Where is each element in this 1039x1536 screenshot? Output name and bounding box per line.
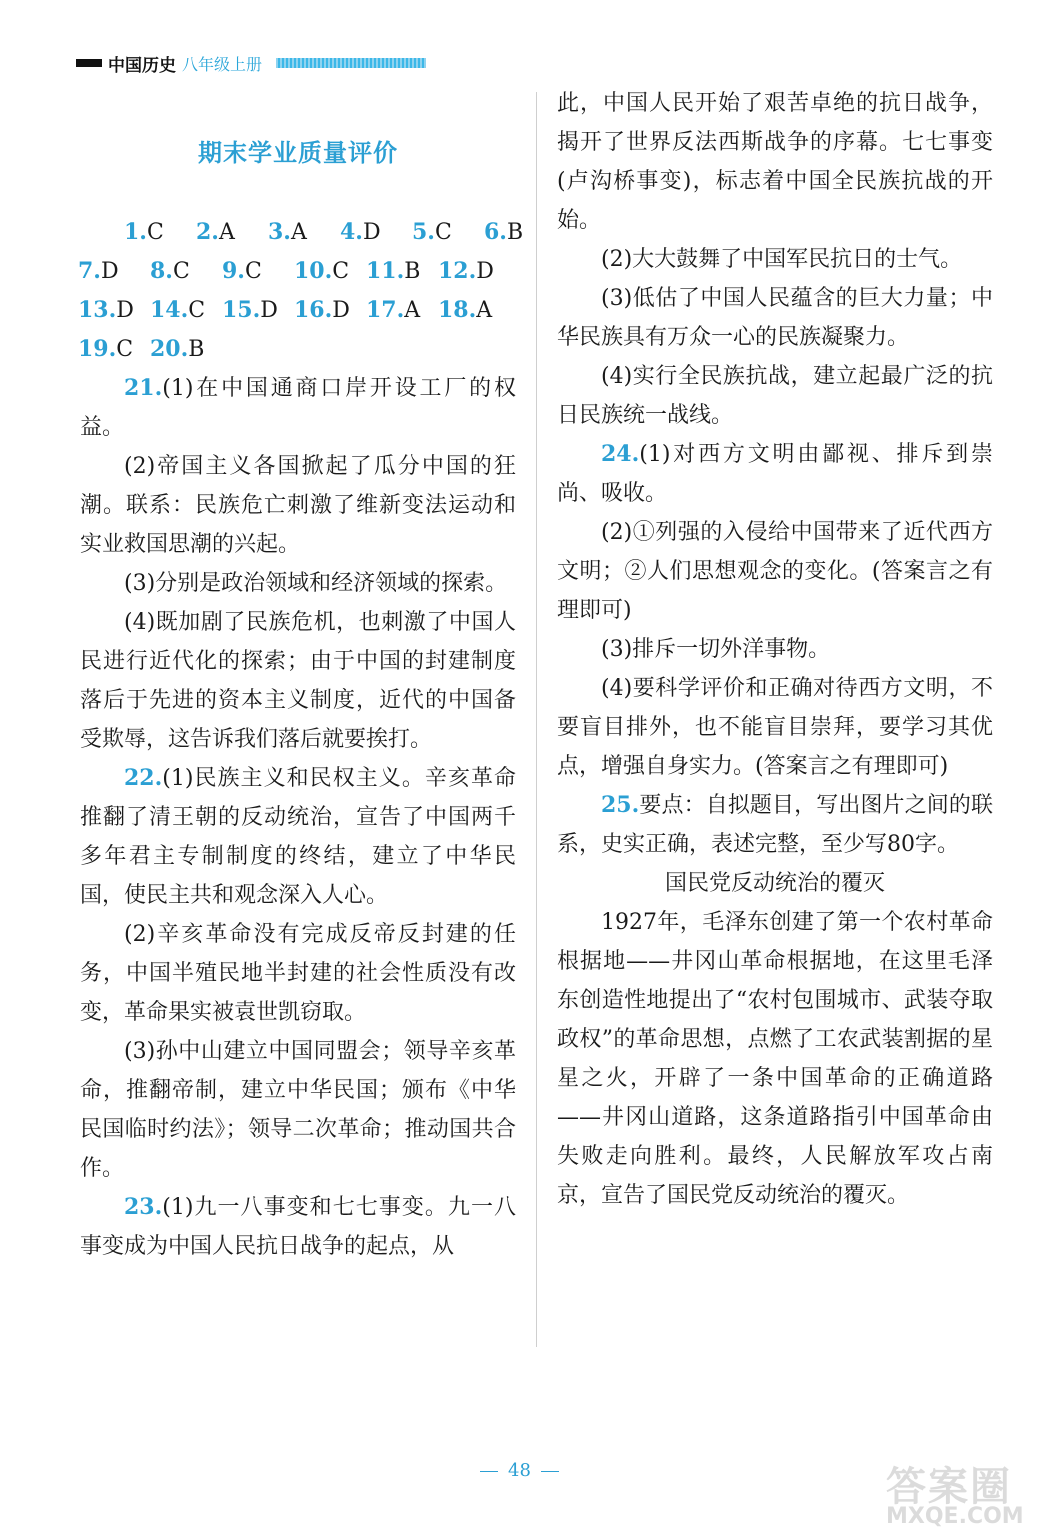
answer-item: 4.D <box>340 219 381 245</box>
answer-item: 5.C <box>412 219 452 245</box>
answer-item: 9.C <box>222 258 262 284</box>
answer-item: 20.B <box>150 336 205 362</box>
answer-item: 15.D <box>222 297 278 323</box>
footer-dash-left <box>480 1471 498 1472</box>
q23-part2: (2)大大鼓舞了中国军民抗日的士气。 <box>601 247 963 272</box>
q23-part1: 23.(1)九一八事变和七七事变。九一八事变成为中国人民抗日战争的起点，从 <box>80 1194 516 1259</box>
answer-item: 11.B <box>366 258 421 284</box>
q21-number: 21. <box>124 375 163 401</box>
q24-part2: (2)①列强的入侵给中国带来了近代西方文明；②人们思想观念的变化。(答案言之有理即可) <box>557 520 993 623</box>
answer-item: 1.C <box>124 219 164 245</box>
answer-item: 2.A <box>196 219 235 245</box>
q22-part3: (3)孙中山建立中国同盟会；领导辛亥革命，推翻帝制，建立中华民国；颁布《中华民国临时约法》；领导二次革命；推动国共合作。 <box>80 1039 516 1181</box>
answer-item: 12.D <box>438 258 494 284</box>
answer-row <box>78 291 516 330</box>
q21-part4: (4)既加剧了民族危机，也刺激了中国人民进行近代化的探索；由于中国的封建制度落后于先进的资本主义制度，近代的中国备受欺辱，这告诉我们落后就要挨打。 <box>80 610 516 752</box>
header-grade: 八年级上册 <box>182 54 263 74</box>
essay-title: 国民党反动统治的覆灭 <box>664 871 885 896</box>
answer-item: 18.A <box>438 297 493 323</box>
answer-row <box>78 330 516 369</box>
q22-number: 22. <box>124 765 163 791</box>
q23-part4: (4)实行全民族抗战，建立起最广泛的抗日民族统一战线。 <box>557 364 993 428</box>
answer-item: 19.C <box>78 336 134 362</box>
answer-item: 7.D <box>78 258 119 284</box>
essay-body: 1927年，毛泽东创建了第一个农村革命根据地——井冈山革命根据地，在这里毛泽东创造性地提出了“农村包围城市、武装夺取政权”的革命思想，点燃了工农武装割据的星星之火，开辟了一条中国革命的正确道路——井冈山道路，这条道路指引中国革命由失败走向胜利。最终，人民解放军攻占南京，宣告了国民党反动统治的覆灭。 <box>557 910 993 1208</box>
watermark-logo <box>886 1455 1024 1529</box>
q25-number: 25. <box>601 792 640 818</box>
answer-row <box>80 213 524 252</box>
right-column <box>557 84 993 1215</box>
answer-key <box>78 213 524 369</box>
answer-item: 3.A <box>268 219 307 245</box>
answer-item: 6.B <box>484 219 524 245</box>
answer-row <box>78 252 516 291</box>
answer-item: 8.C <box>150 258 190 284</box>
answer-item: 13.D <box>78 297 134 323</box>
column-divider <box>536 92 537 1347</box>
q24-part4: (4)要科学评价和正确对待西方文明，不要盲目排外，也不能盲目崇拜，要学习其优点，增强自身实力。(答案言之有理即可) <box>557 676 993 779</box>
q21-part1: 21.(1)在中国通商口岸开设工厂的权益。 <box>80 375 516 440</box>
page-footer <box>0 1460 1039 1481</box>
q22-part2: (2)辛亥革命没有完成反帝反封建的任务，中国半殖民地半封建的社会性质没有改变，革命果实被袁世凯窃取。 <box>80 922 516 1025</box>
q24-part1: 24.(1)对西方文明由鄙视、排斥到崇尚、吸收。 <box>557 441 993 506</box>
footer-dash-right <box>541 1471 559 1472</box>
header-bar-black <box>76 59 102 67</box>
q23-part3: (3)低估了中国人民蕴含的巨大力量；中华民族具有万众一心的民族凝聚力。 <box>557 286 993 350</box>
watermark-bottom: MXQE.COM <box>886 1504 1024 1529</box>
q25-part1: 25.要点：自拟题目，写出图片之间的联系，史实正确，表述完整，至少写80字。 <box>557 792 993 857</box>
header-subject: 中国历史 <box>108 55 176 76</box>
answer-item: 10.C <box>294 258 350 284</box>
q21-part2: (2)帝国主义各国掀起了瓜分中国的狂潮。联系：民族危亡刺激了维新变法运动和实业救国思潮的兴起。 <box>80 454 516 557</box>
q22-part1: 22.(1)民族主义和民权主义。辛亥革命推翻了清王朝的反动统治，宣告了中国两千多年君主专制制度的终结，建立了中华民国，使民主共和观念深入人心。 <box>80 765 516 908</box>
answer-item: 14.C <box>150 297 206 323</box>
q21-part3: (3)分别是政治领域和经济领域的探索。 <box>124 571 508 596</box>
left-column <box>78 123 524 1266</box>
q24-part3: (3)排斥一切外洋事物。 <box>601 637 831 662</box>
q24-number: 24. <box>601 441 640 467</box>
q23-part1-continued: 此，中国人民开始了艰苦卓绝的抗日战争，揭开了世界反法西斯战争的序幕。七七事变(卢沟桥事变)，标志着中国全民族抗战的开始。 <box>557 91 993 233</box>
q23-number: 23. <box>124 1194 163 1220</box>
header-bar-blue <box>276 58 426 68</box>
running-header <box>76 48 426 78</box>
page-number: 48 <box>508 1460 531 1481</box>
answer-item: 16.D <box>294 297 350 323</box>
page-title: 期末学业质量评价 <box>198 138 398 167</box>
watermark-top: 答案圈 <box>886 1464 1012 1510</box>
answer-item: 17.A <box>366 297 421 323</box>
